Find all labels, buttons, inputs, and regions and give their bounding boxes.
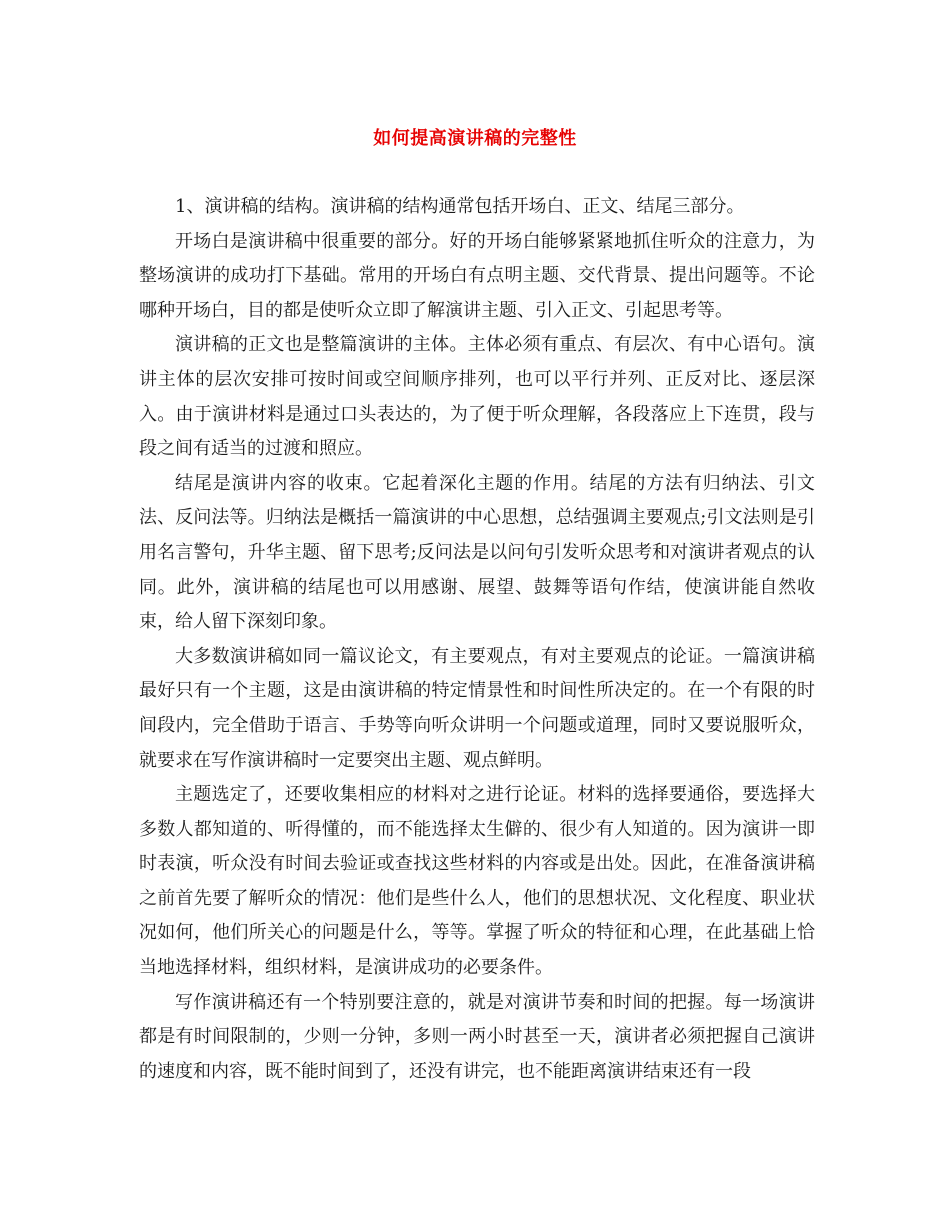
paragraph: 演讲稿的正文也是整篇演讲的主体。主体必须有重点、有层次、有中心语句。演讲主体的层次安排可按时间或空间顺序排列，也可以平行并列、正反对比、逐层深入。由于演讲材料是通过口头表达的，为了便于听众理解，各段落应上下连贯，段与段之间有适当的过渡和照应。 [139, 334, 815, 460]
paragraph: 大多数演讲稿如同一篇议论文，有主要观点，有对主要观点的论证。一篇演讲稿最好只有一个主题，这是由演讲稿的特定情景性和时间性所决定的。在一个有限的时间段内，完全借助于语言、手势等向听众讲明一个问题或道理，同时又要说服听众，就要求在写作演讲稿时一定要突出主题、观点鲜明。 [139, 645, 815, 771]
document-body [139, 190, 815, 1089]
paragraph: 1、演讲稿的结构。演讲稿的结构通常包括开场白、正文、结尾三部分。 [175, 196, 745, 217]
paragraph: 开场白是演讲稿中很重要的部分。好的开场白能够紧紧地抓住听众的注意力，为整场演讲的成功打下基础。常用的开场白有点明主题、交代背景、提出问题等。不论哪种开场白，目的都是使听众立即了解演讲主题、引入正文、引起思考等。 [139, 230, 815, 321]
paragraph: 主题选定了，还要收集相应的材料对之进行论证。材料的选择要通俗，要选择大多数人都知道的、听得懂的，而不能选择太生僻的、很少有人知道的。因为演讲一即时表演，听众没有时间去验证或查找这些材料的内容或是出处。因此，在准备演讲稿之前首先要了解听众的情况：他们是些什么人，他们的思想状况、文化程度、职业状况如何，他们所关心的问题是什么，等等。掌握了听众的特征和心理，在此基础上恰当地选择材料，组织材料，是演讲成功的必要条件。 [139, 784, 815, 979]
document-title: 如何提高演讲稿的完整性 [373, 128, 577, 149]
paragraph: 写作演讲稿还有一个特别要注意的，就是对演讲节奏和时间的把握。每一场演讲都是有时间限制的，少则一分钟，多则一两小时甚至一天，演讲者必须把握自己演讲的速度和内容，既不能时间到了，还没有讲完，也不能距离演讲结束还有一段 [139, 991, 815, 1082]
paragraph: 结尾是演讲内容的收束。它起着深化主题的作用。结尾的方法有归纳法、引文法、反问法等。归纳法是概括一篇演讲的中心思想，总结强调主要观点;引文法则是引用名言警句，升华主题、留下思考;反问法是以问句引发听众思考和对演讲者观点的认同。此外，演讲稿的结尾也可以用感谢、展望、鼓舞等语句作结，使演讲能自然收束，给人留下深刻印象。 [139, 472, 815, 633]
